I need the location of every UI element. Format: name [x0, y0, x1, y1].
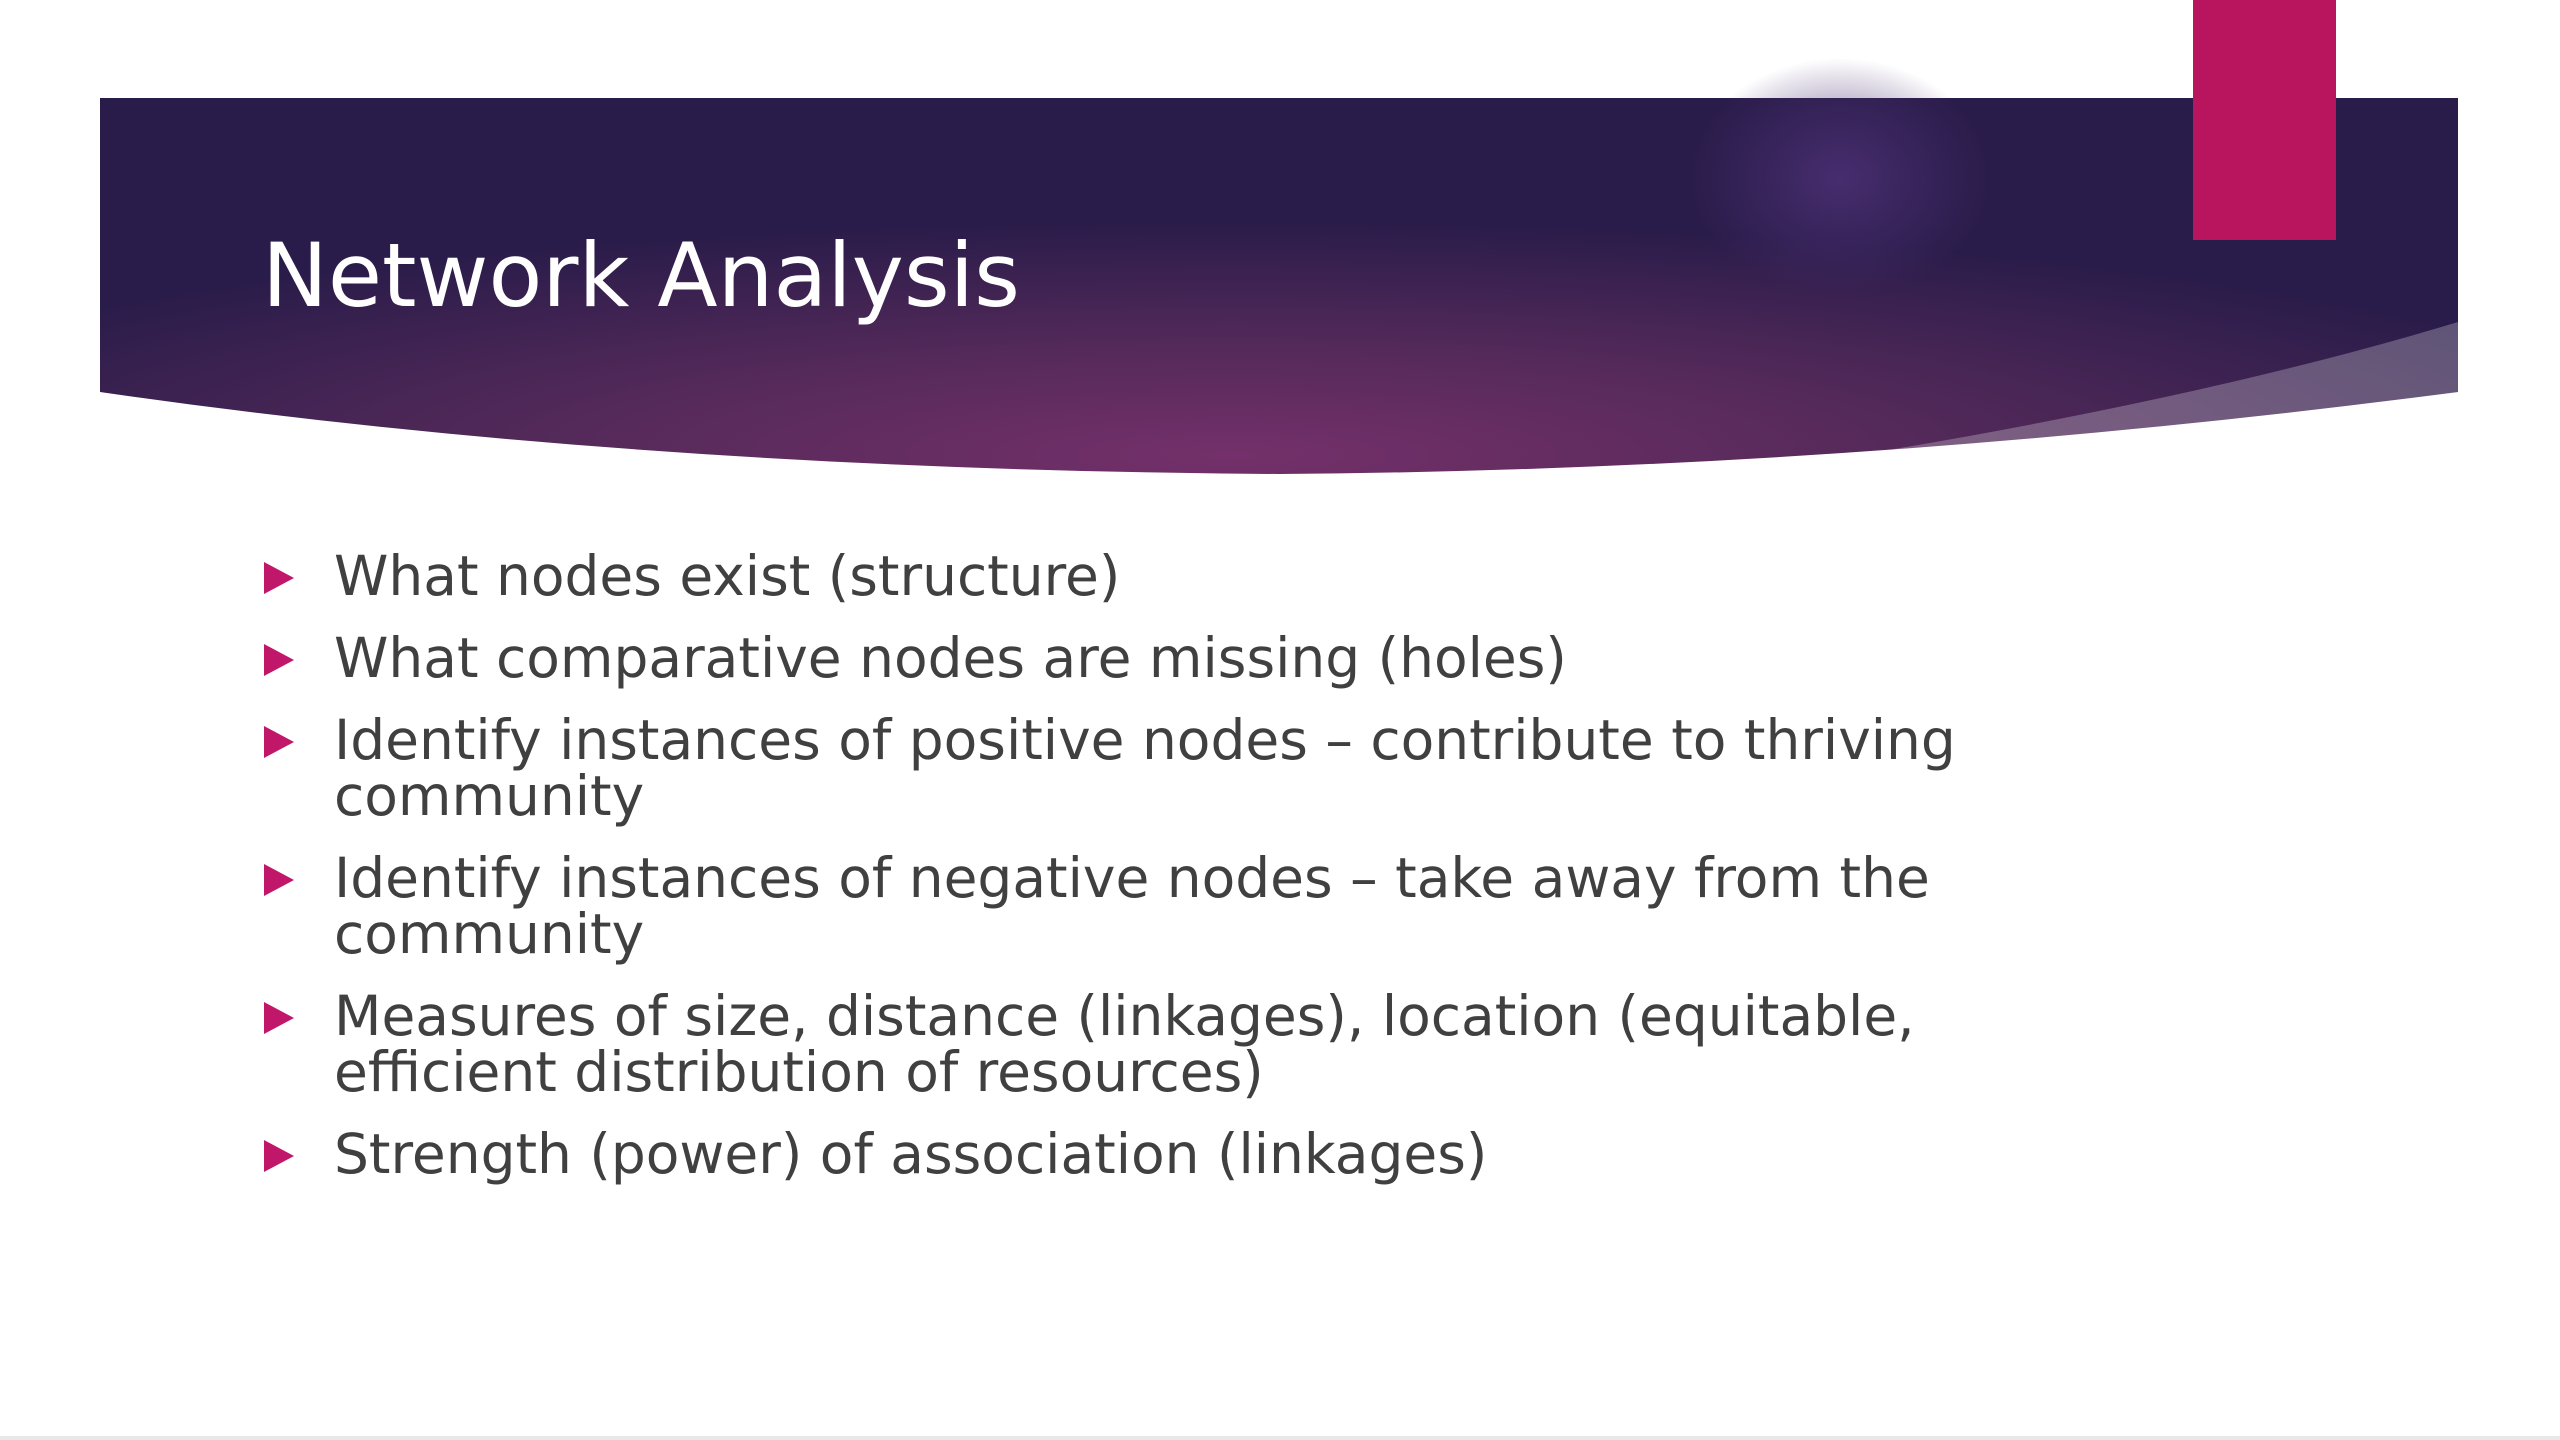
slide-title: Network Analysis — [262, 224, 1020, 327]
bullet-text: Identify instances of positive nodes – contribute to thriving community — [334, 708, 1956, 828]
triangle-right-icon — [264, 864, 294, 896]
triangle-right-icon — [264, 1140, 294, 1172]
triangle-right-icon — [264, 562, 294, 594]
bullet-item — [262, 984, 2062, 1104]
triangle-right-icon — [264, 726, 294, 758]
bullet-list — [262, 544, 2062, 1208]
bullet-item — [262, 544, 2062, 608]
bullet-text: Measures of size, distance (linkages), location (equitable, efficient distribution of resources) — [334, 984, 1915, 1104]
triangle-right-icon — [264, 1002, 294, 1034]
bullet-text: What comparative nodes are missing (holes) — [334, 626, 1567, 690]
bullet-text: Strength (power) of association (linkages) — [334, 1122, 1488, 1186]
bullet-item — [262, 708, 2062, 828]
bullet-item — [262, 846, 2062, 966]
bullet-text: Identify instances of negative nodes – take away from the community — [334, 846, 1930, 966]
bullet-item — [262, 626, 2062, 690]
bullet-item — [262, 1122, 2062, 1186]
bottom-divider — [0, 1436, 2560, 1440]
triangle-right-icon — [264, 644, 294, 676]
bullet-text: What nodes exist (structure) — [334, 544, 1121, 608]
